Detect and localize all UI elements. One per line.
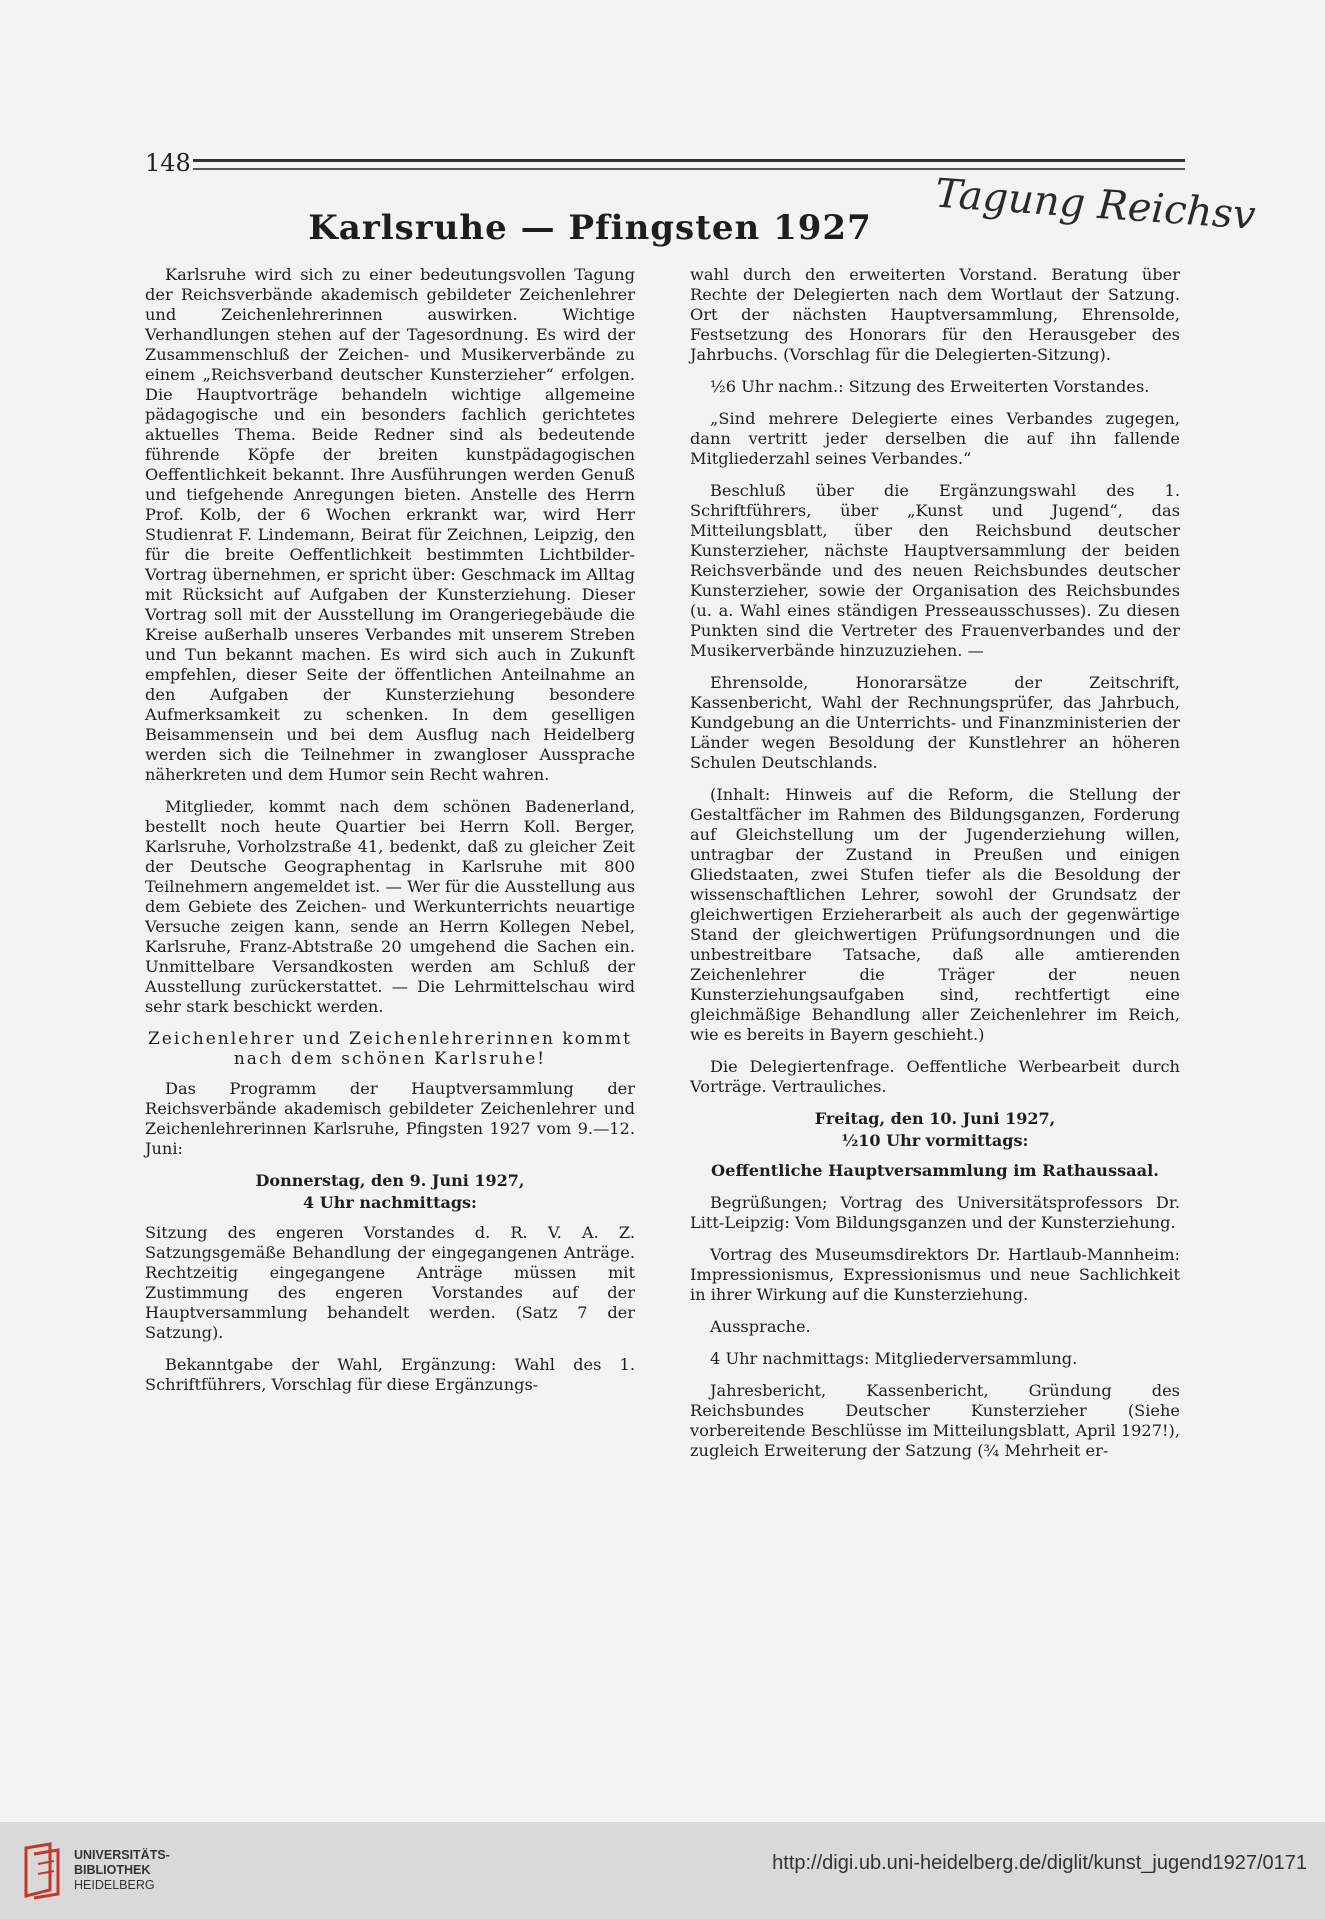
- paragraph: Die Delegiertenfrage. Oeffentliche Werbearbeit durch Vorträge. Vertrauliches.: [690, 1057, 1180, 1096]
- page-header: [145, 148, 1185, 178]
- paragraph: Sitzung des engeren Vorstandes d. R. V. A. Z. Satzungsgemäße Behandlung der eingegangenen Anträge. Rechtzeitig eingegangene Anträge müssen mit Zustimmung des engeren Vorstandes auf der Hauptversammlung behandelt werden. (Satz 7 der Satzung).: [145, 1223, 635, 1342]
- paragraph: Mitglieder, kommt nach dem schönen Badenerland, bestellt noch heute Quartier bei Herrn Koll. Berger, Karlsruhe, Vorholzstraße 41, bedenkt, daß zu gleicher Zeit der Deutsche Geographentag in Karlsruhe mit 800 Teilnehmern angemeldet ist. — Wer für die Ausstellung aus dem Gebiete des Zeichen- und Werkunterrichts neuartige Versuche zeigen kann, sende an Herrn Kollegen Nebel, Karlsruhe, Franz-Abtstraße 20 umgehend die Sachen ein. Unmittelbare Versandkosten werden am Schluß der Ausstellung zurückerstattet. — Die Lehrmittelschau wird sehr stark beschickt werden.: [145, 797, 635, 1016]
- header-rule: [193, 159, 1185, 170]
- paragraph: Karlsruhe wird sich zu einer bedeutungsvollen Tagung der Reichsverbände akademisch gebildeter Zeichenlehrer und Zeichenlehrerinnen auswirken. Wichtige Verhandlungen stehen auf der Tagesordnung. Es wird der Zusammenschluß der Zeichen- und Musikerverbände zu einem „Reichsverband deutscher Kunsterzieher“ erfolgen. Die Hauptvorträge behandeln wichtige allgemeine pädagogische und ein besonders fachlich gerichtetes aktuelles Thema. Beide Redner sind als bedeutende führende Köpfe der breiten kunstpädagogischen Oeffentlichkeit bekannt. Ihre Ausführungen werden Genuß und tiefgehende Anregungen bieten. Anstelle des Herrn Prof. Kolb, der 6 Wochen erkrankt war, wird Herr Studienrat F. Lindemann, Beirat für Zeichnen, Leipzig, den für die breite Oeffentlichkeit bestimmten Lichtbilder-Vortrag übernehmen, er spricht über: Geschmack im Alltag mit Rücksicht auf Aufgaben der Kunsterziehung. Dieser Vortrag soll mit der Ausstellung im Orangeriegebäude die Kreise außerhalb unseres Verbandes mit unserem Streben und Tun bekannt machen. Es wird sich auch in Zukunft empfehlen, dieser Seite der öffentlichen Anteilnahme an den Aufgaben der Kunsterziehung besondere Aufmerksamkeit zu schenken. In dem geselligen Beisammensein und bei dem Ausflug nach Heidelberg werden sich die Teilnehmer in zwangloser Aussprache näherkreten und dem Humor sein Recht wahren.: [145, 265, 635, 784]
- right-column: [690, 265, 1180, 1473]
- time-heading: ½10 Uhr vormittags:: [841, 1131, 1029, 1150]
- paragraph: Jahresbericht, Kassenbericht, Gründung des Reichsbundes Deutscher Kunsterzieher (Siehe vorbereitende Beschlüsse im Mitteilungsblatt, April 1927!), zugleich Erweiterung der Satzung (¾ Mehrheit er-: [690, 1381, 1180, 1460]
- paragraph: „Sind mehrere Delegierte eines Verbandes zugegen, dann vertritt jeder derselben die auf ihn fallende Mitgliederzahl seines Verbandes.“: [690, 409, 1180, 468]
- library-name[interactable]: [74, 1848, 170, 1893]
- library-line: HEIDELBERG: [74, 1878, 155, 1892]
- time-heading: 4 Uhr nachmittags:: [303, 1193, 477, 1212]
- paragraph: Ehrensolde, Honorarsätze der Zeitschrift, Kassenbericht, Wahl der Rechnungsprüfer, das Jahrbuch, Kundgebung an die Unterrichts- und Finanzministerien der Länder wegen Besoldung der Kunstlehrer an höheren Schulen Deutschlands.: [690, 673, 1180, 772]
- library-logo-icon[interactable]: [20, 1840, 64, 1900]
- left-column: [145, 265, 635, 1407]
- paragraph: ½6 Uhr nachm.: Sitzung des Erweiterten Vorstandes.: [710, 377, 1150, 396]
- footer-bar: [0, 1822, 1325, 1919]
- paragraph: Beschluß über die Ergänzungswahl des 1. Schriftführers, über „Kunst und Jugend“, das Mitteilungsblatt, über den Reichsbund deutscher Kunsterzieher, nächste Hauptversammlung der beiden Reichsverbände und des neuen Reichsbundes deutscher Kunsterzieher, sowie der Organisation des Reichsbundes (u. a. Wahl eines ständigen Presseausschusses). Zu diesen Punkten sind die Vertreter des Frauenverbandes und der Musikerverbände hinzuzuziehen. —: [690, 481, 1180, 660]
- library-line: BIBLIOTHEK: [74, 1863, 151, 1877]
- paragraph: (Inhalt: Hinweis auf die Reform, die Stellung der Gestaltfächer im Rahmen des Bildungsganzen, Forderung auf Gleichstellung um der Jugenderziehung willen, untragbar der Zustand in Preußen und einigen Gliedstaaten, zwei Stufen tiefer als die Besoldung der wissenschaftlichen Lehrer, sowohl der Grundsatz der gleichwertigen Erzieherarbeit als auch der gegenwärtige Stand der gleichwertigen Prüfungsordnungen und die unbestreitbare Tatsache, daß alle amtierenden Zeichenlehrer die Träger der neuen Kunsterziehungsaufgaben sind, rechtfertigt eine gleichmäßige Behandlung aller Zeichenlehrer im Reich, wie es bereits in Bayern geschieht.): [690, 785, 1180, 1044]
- day-heading: Freitag, den 10. Juni 1927,: [814, 1109, 1056, 1128]
- paragraph: Vortrag des Museumsdirektors Dr. Hartlaub-Mannheim: Impressionismus, Expressionismus und neue Sachlichkeit in ihrer Wirkung auf die Kunsterziehung.: [690, 1245, 1180, 1304]
- paragraph: Begrüßungen; Vortrag des Universitätsprofessors Dr. Litt-Leipzig: Vom Bildungsganzen und der Kunsterziehung.: [690, 1193, 1180, 1232]
- handwritten-note: Tagung Reichsv: [933, 170, 1257, 239]
- slogan: Zeichenlehrer und Zeichenlehrerinnen kommt nach dem schönen Karlsruhe!: [147, 1029, 633, 1069]
- source-url-link[interactable]: http://digi.ub.uni-heidelberg.de/diglit/kunst_jugend1927/0171: [772, 1852, 1307, 1874]
- paragraph: 4 Uhr nachmittags: Mitgliederversammlung.: [710, 1349, 1078, 1368]
- page-title: Karlsruhe — Pfingsten 1927: [308, 208, 872, 248]
- paragraph: Aussprache.: [710, 1317, 811, 1336]
- paragraph: Bekanntgabe der Wahl, Ergänzung: Wahl des 1. Schriftführers, Vorschlag für diese Ergänzungs-: [145, 1355, 635, 1394]
- paragraph: Das Programm der Hauptversammlung der Reichsverbände akademisch gebildeter Zeichenlehrer und Zeichenlehrerinnen Karlsruhe, Pfingsten 1927 vom 9.—12. Juni:: [145, 1079, 635, 1158]
- day-heading: Donnerstag, den 9. Juni 1927,: [255, 1171, 525, 1190]
- paragraph: wahl durch den erweiterten Vorstand. Beratung über Rechte der Delegierten nach dem Wortlaut der Satzung. Ort der nächsten Hauptversammlung, Ehrensolde, Festsetzung des Honorars für den Herausgeber des Jahrbuchs. (Vorschlag für die Delegierten-Sitzung).: [690, 265, 1180, 364]
- library-line: UNIVERSITÄTS-: [74, 1848, 170, 1862]
- page-number: 148: [145, 149, 191, 177]
- session-heading: Oeffentliche Hauptversammlung im Rathaussaal.: [711, 1161, 1159, 1180]
